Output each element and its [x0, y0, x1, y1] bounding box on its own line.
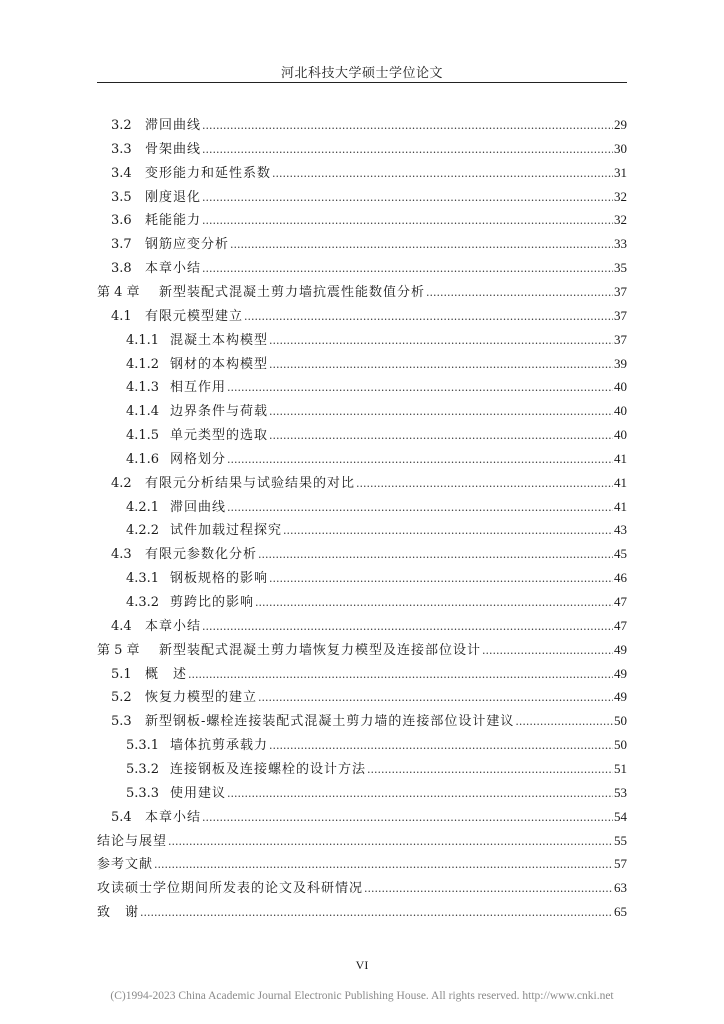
toc-entry[interactable] [0, 162, 627, 182]
toc-leader-dots [202, 620, 613, 633]
toc-entry-title: 骨架曲线 [145, 141, 202, 157]
toc-entry-title: 边界条件与荷载 [170, 404, 269, 420]
toc-entry[interactable] [0, 114, 627, 134]
toc-leader-dots [258, 691, 613, 704]
toc-entry[interactable] [0, 233, 627, 253]
toc-entry[interactable] [0, 281, 627, 301]
toc-entry-number: 4.1.6 [126, 451, 160, 467]
toc-entry-title: 参考文献 [97, 857, 154, 873]
toc-entry-title: 概 述 [145, 666, 188, 682]
toc-entry[interactable] [0, 400, 627, 420]
toc-entry-number: 5.2 [111, 690, 132, 706]
toc-entry-title: 变形能力和延性系数 [145, 165, 272, 181]
toc-leader-dots [269, 358, 613, 371]
toc-entry-page: 43 [614, 522, 627, 538]
toc-entry-title: 墙体抗剪承载力 [170, 738, 269, 754]
toc-entry-page: 32 [614, 212, 627, 228]
toc-entry-title: 钢材的本构模型 [170, 356, 269, 372]
toc-entry-title: 钢筋应变分析 [145, 237, 230, 253]
toc-entry-title: 耗能能力 [145, 213, 202, 229]
toc-entry-number: 4.2.1 [126, 499, 160, 515]
toc-entry[interactable] [0, 448, 627, 468]
toc-entry-title: 本章小结 [145, 618, 202, 634]
toc-entry-page: 37 [614, 283, 627, 299]
toc-leader-dots [202, 119, 613, 132]
toc-entry[interactable] [0, 209, 627, 229]
toc-entry-page: 50 [614, 713, 627, 729]
toc-entry-page: 30 [614, 140, 627, 156]
toc-leader-dots [356, 477, 613, 490]
toc-entry-number: 4.4 [111, 618, 132, 634]
toc-entry-page: 40 [614, 427, 627, 443]
toc-entry[interactable] [0, 806, 627, 826]
toc-leader-dots [269, 572, 613, 585]
toc-entry-number: 4.2 [111, 475, 132, 491]
toc-entry-title: 有限元模型建立 [145, 308, 244, 324]
toc-entry-number: 5.1 [111, 666, 132, 682]
toc-entry-number: 3.3 [111, 141, 132, 157]
toc-entry-page: 50 [614, 737, 627, 753]
toc-entry-number: 第 4 章 [97, 284, 140, 300]
toc-leader-dots [283, 524, 613, 537]
toc-leader-dots [202, 191, 613, 204]
toc-entry-number: 第 5 章 [97, 642, 140, 658]
toc-entry-page: 45 [614, 546, 627, 562]
toc-entry[interactable] [0, 376, 627, 396]
toc-entry-title: 钢板规格的影响 [170, 571, 269, 587]
toc-entry-page: 63 [614, 880, 627, 896]
header-rule [97, 82, 627, 83]
toc-entry-page: 39 [614, 355, 627, 371]
page-number: VI [355, 958, 369, 972]
toc-entry-number: 5.3 [111, 714, 132, 730]
toc-leader-dots [202, 143, 613, 156]
toc-leader-dots [482, 644, 613, 657]
toc-leader-dots [202, 214, 613, 227]
toc-entry-number: 4.3.1 [126, 571, 160, 587]
toc-entry[interactable] [0, 257, 627, 277]
toc-leader-dots [202, 811, 613, 824]
toc-entry[interactable] [0, 329, 627, 349]
toc-leader-dots [367, 763, 613, 776]
toc-entry-number: 4.1.1 [126, 332, 160, 348]
toc-entry-title: 本章小结 [145, 261, 202, 277]
toc-leader-dots [269, 334, 613, 347]
toc-entry-title: 致 谢 [97, 905, 140, 921]
toc-entry-title: 本章小结 [145, 809, 202, 825]
toc-entry-title: 使用建议 [170, 785, 227, 801]
toc-entry[interactable] [0, 710, 627, 730]
toc-entry-title: 剪跨比的影响 [170, 595, 255, 610]
toc-entry-number: 5.4 [111, 809, 132, 825]
toc-leader-dots [227, 787, 613, 800]
toc-leader-dots [140, 906, 613, 919]
toc-entry-number: 4.3 [111, 547, 132, 563]
toc-entry-title: 有限元分析结果与试验结果的对比 [145, 475, 356, 491]
toc-entry-page: 37 [614, 307, 627, 323]
toc-entry-title: 滞回曲线 [170, 499, 227, 515]
toc-entry-page: 53 [614, 784, 627, 800]
toc-entry-page: 55 [614, 832, 627, 848]
toc-entry[interactable] [0, 138, 627, 158]
toc-entry-title: 有限元参数化分析 [145, 547, 258, 563]
toc-entry-title: 单元类型的选取 [170, 428, 269, 444]
toc-leader-dots [272, 167, 613, 180]
toc-entry[interactable] [0, 853, 627, 873]
toc-leader-dots [168, 835, 613, 848]
toc-entry[interactable] [0, 186, 627, 206]
toc-entry[interactable] [0, 877, 627, 897]
toc-entry-title: 攻读硕士学位期间所发表的论文及科研情况 [97, 881, 364, 897]
toc-entry-title: 相互作用 [170, 380, 227, 396]
toc-leader-dots [269, 739, 613, 752]
toc-entry-number: 5.3.2 [126, 761, 160, 777]
toc-leader-dots [515, 715, 613, 728]
toc-entry-page: 49 [614, 665, 627, 681]
toc-entry-page: 31 [614, 164, 627, 180]
toc-entry-number: 3.4 [111, 165, 132, 181]
toc-entry-page: 33 [614, 236, 627, 252]
toc-leader-dots [227, 453, 613, 466]
toc-entry-page: 40 [614, 379, 627, 395]
toc-entry[interactable] [0, 567, 627, 587]
toc-entry-page: 49 [614, 641, 627, 657]
toc-entry[interactable] [0, 591, 627, 611]
toc-leader-dots [227, 501, 613, 514]
toc-entry[interactable] [0, 782, 627, 802]
toc-entry-page: 37 [614, 331, 627, 347]
toc-entry[interactable] [0, 734, 627, 754]
toc-leader-dots [269, 429, 613, 442]
toc-leader-dots [202, 262, 613, 275]
toc-leader-dots [244, 310, 613, 323]
copyright-notice: (C)1994-2023 China Academic Journal Electronic Publishing House. All rights reserved. http://www.cnki.net [110, 990, 614, 1002]
toc-entry-title: 混凝土本构模型 [170, 332, 269, 348]
toc-entry[interactable] [0, 901, 627, 921]
toc-entry-title: 恢复力模型的建立 [145, 690, 258, 706]
toc-entry-number: 5.3.3 [126, 785, 160, 801]
toc-entry-title: 新型装配式混凝土剪力墙抗震性能数值分析 [159, 284, 426, 300]
toc-entry-number: 4.1 [111, 308, 132, 324]
toc-entry[interactable] [0, 543, 627, 563]
toc-entry-page: 47 [614, 594, 627, 609]
toc-entry-title: 滞回曲线 [145, 118, 202, 133]
toc-leader-dots [255, 596, 613, 609]
toc-entry[interactable] [0, 305, 627, 325]
toc-entry-number: 3.2 [111, 118, 132, 133]
toc-entry-page: 40 [614, 403, 627, 419]
toc-entry[interactable] [0, 519, 627, 539]
toc-entry-number: 3.7 [111, 237, 132, 253]
toc-entry-number: 3.6 [111, 213, 132, 229]
toc-entry-number: 4.1.5 [126, 428, 160, 444]
toc-entry-title: 刚度退化 [145, 189, 202, 205]
toc-entry-page: 47 [614, 617, 627, 633]
toc-entry-number: 4.1.4 [126, 404, 160, 420]
toc-entry-page: 54 [614, 808, 627, 824]
toc-entry-number: 5.3.1 [126, 738, 160, 754]
toc-entry-number: 4.3.2 [126, 595, 160, 610]
toc-entry[interactable] [0, 686, 627, 706]
toc-leader-dots [188, 668, 613, 681]
toc-entry-page: 65 [614, 904, 627, 920]
toc-entry-number: 3.8 [111, 261, 132, 277]
toc-entry[interactable] [0, 472, 627, 492]
toc-entry[interactable] [0, 496, 627, 516]
toc-entry[interactable] [0, 615, 627, 635]
toc-entry-page: 41 [614, 474, 627, 490]
toc-entry-page: 46 [614, 570, 627, 586]
toc-entry[interactable] [0, 758, 627, 778]
toc-entry-number: 4.1.2 [126, 356, 160, 372]
toc-leader-dots [269, 405, 613, 418]
toc-leader-dots [230, 238, 613, 251]
toc-entry-page: 32 [614, 188, 627, 204]
toc-entry-page: 57 [614, 856, 627, 872]
toc-entry-title: 新型装配式混凝土剪力墙恢复力模型及连接部位设计 [159, 642, 482, 658]
toc-entry-page: 51 [614, 760, 627, 776]
toc-entry-title: 结论与展望 [97, 833, 168, 849]
running-header: 河北科技大学硕士学位论文 [280, 66, 443, 81]
toc-entry-number: 3.5 [111, 189, 132, 205]
toc-entry[interactable] [0, 353, 627, 373]
toc-entry[interactable] [0, 830, 627, 850]
toc-entry-page: 49 [614, 689, 627, 705]
toc-entry[interactable] [0, 663, 627, 683]
toc-entry-page: 41 [614, 498, 627, 514]
toc-leader-dots [364, 882, 613, 895]
toc-entry-page: 35 [614, 260, 627, 276]
toc-leader-dots [426, 286, 613, 299]
toc-entry-title: 网格划分 [170, 451, 227, 467]
toc-leader-dots [154, 858, 613, 871]
toc-leader-dots [227, 381, 613, 394]
toc-leader-dots [258, 548, 613, 561]
toc-entry-number: 4.2.2 [126, 523, 160, 539]
toc-entry-title: 试件加载过程探究 [170, 523, 283, 539]
toc-entry-title: 连接钢板及连接螺栓的设计方法 [170, 761, 367, 777]
toc-entry-page: 41 [614, 450, 627, 466]
toc-entry[interactable] [0, 639, 627, 659]
toc-entry-page: 29 [614, 117, 627, 132]
toc-entry-title: 新型钢板-螺栓连接装配式混凝土剪力墙的连接部位设计建议 [145, 714, 515, 730]
toc-entry-number: 4.1.3 [126, 380, 160, 396]
toc-entry[interactable] [0, 424, 627, 444]
